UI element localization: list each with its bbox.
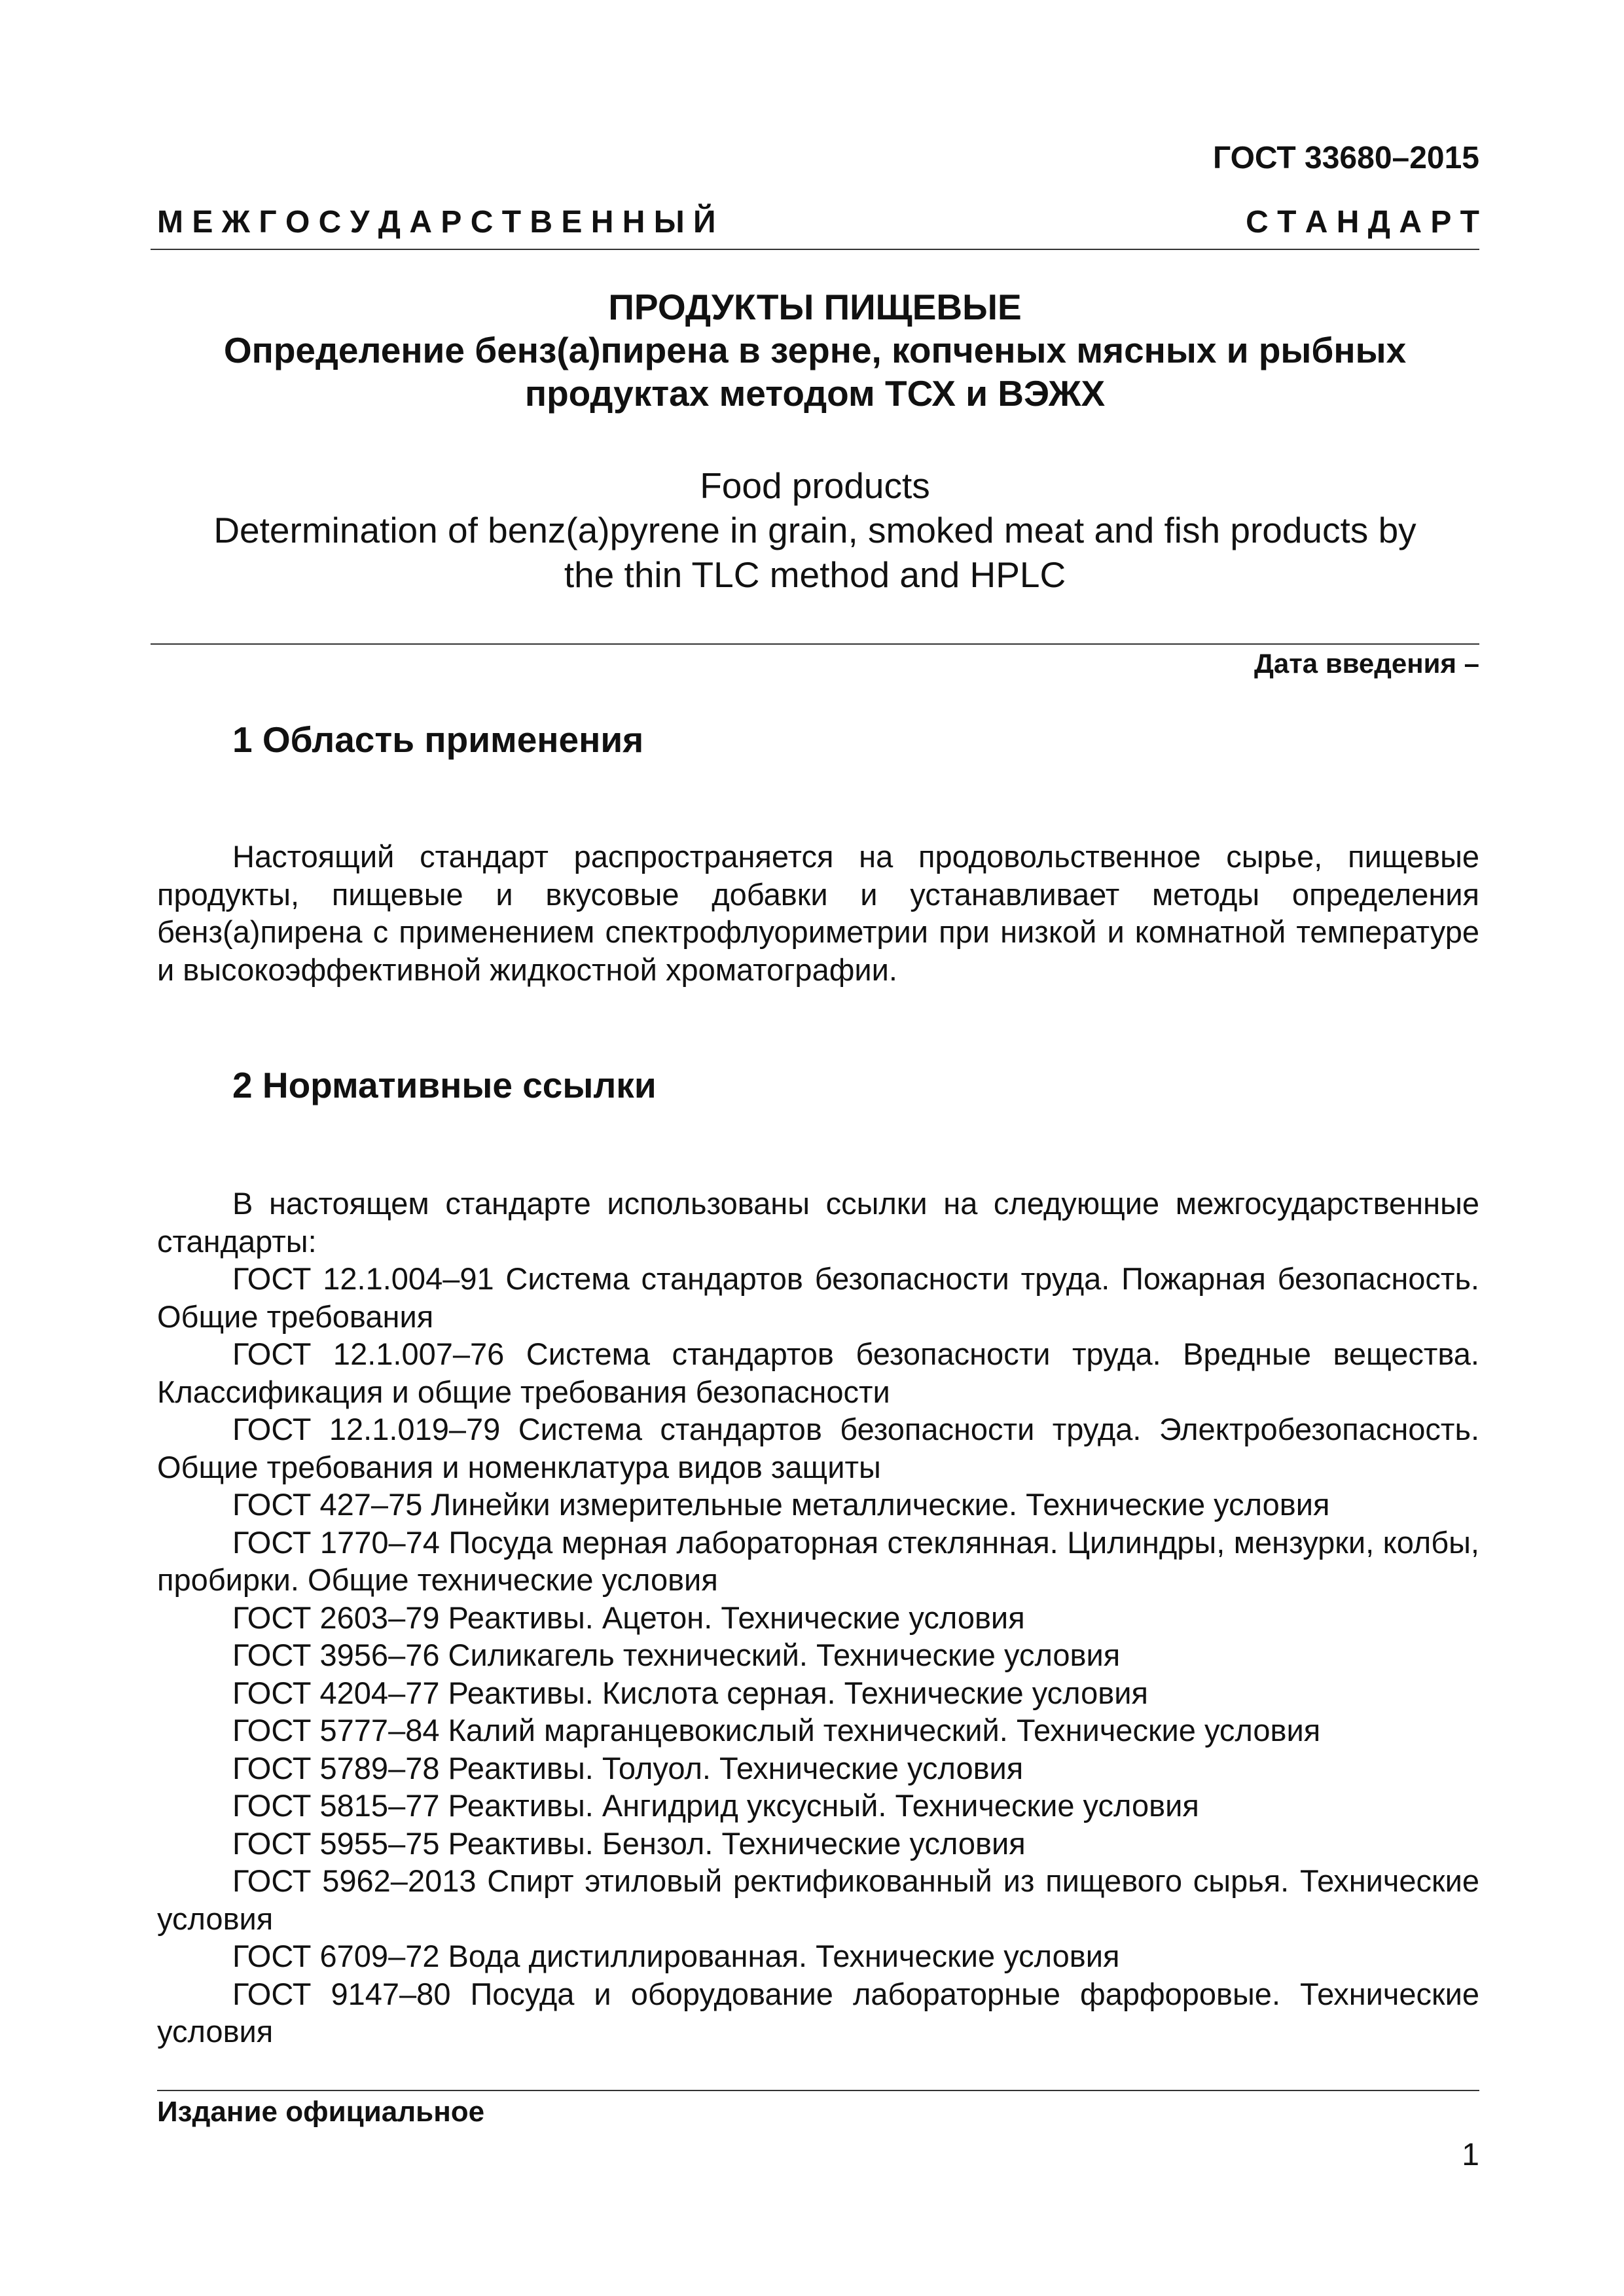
title-line: ПРОДУКТЫ ПИЩЕВЫЕ <box>608 287 1022 327</box>
introduction-date: Дата введения – <box>1254 648 1479 679</box>
reference-item: ГОСТ 1770–74 Посуда мерная лабораторная стеклянная. Цилиндры, мензурки, колбы, пробирки. Общие технические условия <box>157 1524 1479 1597</box>
reference-item: ГОСТ 6709–72 Вода дистиллированная. Технические условия <box>232 1939 1120 1973</box>
page-number: 1 <box>1462 2138 1479 2172</box>
reference-item: ГОСТ 427–75 Линейки измерительные металлические. Технические условия <box>232 1487 1330 1522</box>
reference-item: ГОСТ 12.1.019–79 Система стандартов безопасности труда. Электробезопасность. Общие требования и номенклатура видов защиты <box>157 1412 1479 1484</box>
footer-divider <box>157 2090 1479 2091</box>
header-divider <box>151 249 1479 250</box>
english-title <box>151 463 1479 597</box>
reference-item: ГОСТ 2603–79 Реактивы. Ацетон. Технические условия <box>232 1600 1025 1635</box>
reference-item: ГОСТ 5962–2013 Спирт этиловый ректификованный из пищевого сырья. Технические условия <box>157 1863 1479 1936</box>
title-divider <box>151 643 1479 645</box>
interstate-standard-banner <box>157 204 1479 240</box>
section-1-heading: 1 Область применения <box>232 719 644 760</box>
section-2-heading: 2 Нормативные ссылки <box>232 1065 657 1105</box>
reference-item: ГОСТ 5815–77 Реактивы. Ангидрид уксусный. Технические условия <box>232 1788 1199 1823</box>
section-2-body <box>157 1185 1479 2051</box>
title-line: Определение бенз(а)пирена в зерне, копченых мясных и рыбных <box>223 330 1407 370</box>
reference-item: ГОСТ 5789–78 Реактивы. Толуол. Технические условия <box>232 1750 1024 1785</box>
scope-paragraph: Настоящий стандарт распространяется на продовольственное сырье, пищевые продукты, пищевые и вкусовые добавки и устанавливает методы определения бенз(а)пирена с применением спектрофлуориметрии при низкой и комнатной температуре и высокоэффективной жидкостной хроматографии. <box>157 839 1479 987</box>
title-line: the thin TLC method and HPLC <box>564 554 1066 595</box>
reference-item: ГОСТ 4204–77 Реактивы. Кислота серная. Технические условия <box>232 1675 1148 1710</box>
title-line: Food products <box>700 465 930 506</box>
references-intro: В настоящем стандарте использованы ссылки на следующие межгосударственные стандарты: <box>157 1186 1479 1259</box>
gost-number: ГОСТ 33680–2015 <box>1213 141 1479 175</box>
interstate-word: М Е Ж Г О С У Д А Р С Т В Е Н Н Ы Й <box>157 205 716 240</box>
reference-item: ГОСТ 5777–84 Калий марганцевокислый технический. Технические условия <box>232 1713 1321 1748</box>
reference-item: ГОСТ 3956–76 Силикагель технический. Технические условия <box>232 1638 1121 1672</box>
standard-word: С Т А Н Д А Р Т <box>1246 205 1479 240</box>
section-1-body <box>157 838 1479 988</box>
title-line: Determination of benz(a)pyrene in grain, smoked meat and fish products by <box>213 510 1416 550</box>
reference-item: ГОСТ 12.1.007–76 Система стандартов безопасности труда. Вредные вещества. Классификация и общие требования безопасности <box>157 1336 1479 1409</box>
reference-item: ГОСТ 9147–80 Посуда и оборудование лабораторные фарфоровые. Технические условия <box>157 1976 1479 2049</box>
official-edition-label: Издание официальное <box>157 2096 485 2128</box>
title-line: продуктах методом ТСХ и ВЭЖХ <box>524 373 1106 414</box>
reference-item: ГОСТ 5955–75 Реактивы. Бензол. Технические условия <box>232 1825 1026 1861</box>
russian-title <box>151 285 1479 415</box>
reference-item: ГОСТ 12.1.004–91 Система стандартов безопасности труда. Пожарная безопасность. Общие требования <box>157 1261 1479 1334</box>
